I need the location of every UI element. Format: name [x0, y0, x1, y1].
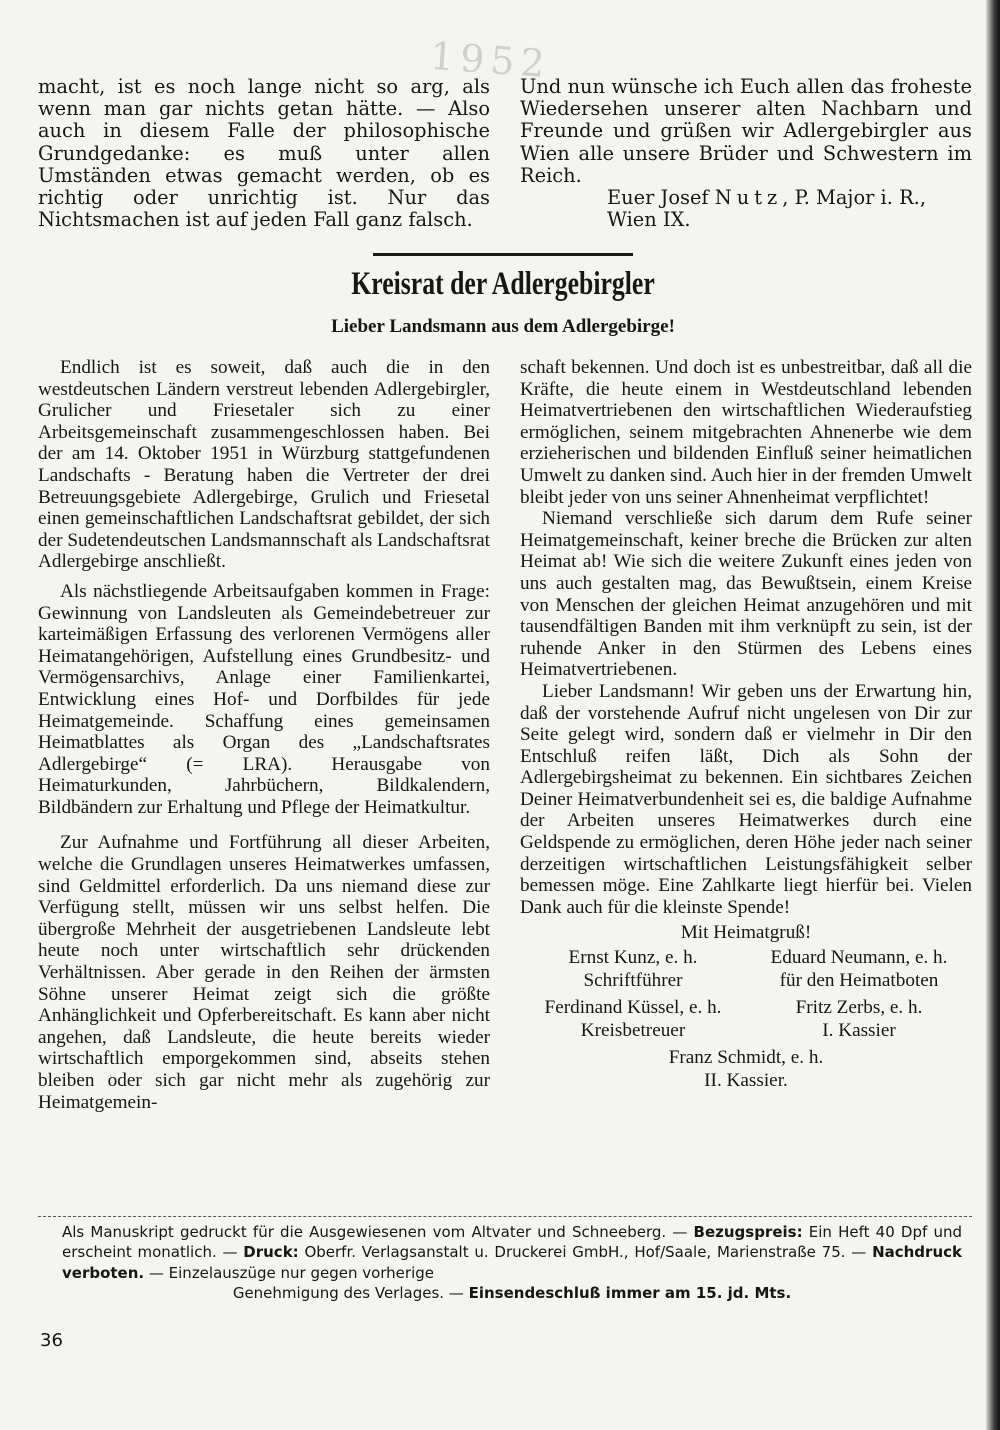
- imprint-footer: [62, 1222, 962, 1304]
- signatory-name: Fritz Zerbs, e. h.: [795, 997, 923, 1019]
- imprint-last-line: [62, 1283, 962, 1303]
- paragraph: Als nächstliegende Arbeitsaufgaben kommen in Frage: Gewinnung von Landsleuten als Gemeindebetreuer zur karteimäßigen Erfassung des verlorenen Vermögens aller Heimatangehörigen, Aufstellung eines Grundbesitz- und Vermögensarchivs, Anlage einer Familienkartei, Entwicklung eines Hof- und Dorfbildes für jede Heimatgemeinde. Schaffung eines gemeinsamen Heimatblattes als Organ des „Landschaftsrates Adlergebirge“ (= LRA). Herausgabe von Heimaturkunden, Jahrbüchern, Bildkalendern, Bildbändern zur Erhaltung und Pflege der Heimatkultur.: [38, 580, 490, 818]
- imprint-segment: Oberfr. Verlagsanstalt u. Druckerei GmbH., Hof/Saale, Marienstraße 75. —: [298, 1243, 873, 1262]
- signature-place: Wien IX.: [607, 208, 691, 232]
- continued-text-left: [38, 76, 490, 231]
- paragraph: Und nun wünsche ich Euch allen das froheste Wiedersehen unserer alten Nachbarn und Freunde und grüßen wir Adlergebirgler aus Wien alle unsere Brüder und Schwestern im Reich.: [520, 75, 972, 187]
- signatory-name: Franz Schmidt, e. h.: [668, 1047, 824, 1069]
- signatory-role: I. Kassier: [822, 1020, 896, 1042]
- paragraph: Lieber Landsmann! Wir geben uns der Erwartung hin, daß der vorstehende Aufruf nicht ungelesen von Dir zur Seite gelegt wird, sondern daß er vielmehr in Dir den Entschluß reifen läßt, Dich als Sohn der Adlergebirgsheimat zu bekennen. Ein sichtbares Zeichen Deiner Heimatverbundenheit sei es, die baldige Aufnahme der Arbeiten unseres Heimatwerkes durch eine Geldspende zu ermöglichen, deren Höhe jeder nach seiner derzeitigen wirtschaftlichen Leistungsfähigkeit selber bemessen möge. Eine Zahlkarte liegt hierfür bei. Vielen Dank auch für die kleinste Spende!: [520, 680, 972, 918]
- paragraph: schaft bekennen. Und doch ist es unbestreitbar, daß all die Kräfte, die heute einem in Westdeutschland lebenden Heimatvertriebenen den wirtschaftlichen Wiederaufstieg ermöglichen, seinem mitgebrachten Ahnenerbe wie dem erzieherischen und bildenden Einfluß seiner heimatlichen Umwelt zu danken sind. Auch hier in der fremden Umwelt bleibt jeder von uns seiner Ahnenheimat verpflichtet!: [520, 357, 972, 508]
- paragraph: macht, ist es noch lange nicht so arg, als wenn man gar nichts getan hätte. — Also auch in diesem Falle der philosophische Grundgedanke: es muß unter allen Umständen etwas gemacht werden, ob es richtig oder unrichtig ist. Nur das Nichtsmachen ist auf jeden Fall ganz falsch.: [38, 75, 490, 232]
- page-number: 36: [40, 1330, 63, 1351]
- continued-text-right: [520, 76, 972, 231]
- article-title: Kreisrat der Adlergebirgler: [351, 266, 655, 302]
- imprint-label: Druck:: [243, 1243, 299, 1262]
- signatory-role: II. Kassier.: [704, 1070, 788, 1092]
- imprint-label: Einsendeschluß immer am 15. jd. Mts.: [468, 1284, 792, 1303]
- imprint-segment: Genehmigung des Verlages. —: [232, 1284, 464, 1303]
- signatory: [746, 996, 972, 1046]
- signatory-role: Schriftführer: [583, 970, 683, 992]
- signature-suffix: , P. Major i. R.,: [782, 186, 927, 210]
- letter-signature: [520, 187, 972, 209]
- signatory-name: Eduard Neumann, e. h.: [770, 947, 948, 969]
- signature-prefix: Euer Josef: [607, 186, 715, 210]
- imprint-segment: Als Manuskript gedruckt für die Ausgewiesenen vom Altvater und Schneeberg. —: [62, 1223, 694, 1241]
- imprint-segment: — Einzelauszüge nur gegen vorherige: [144, 1263, 434, 1282]
- signature-name: Nutz: [714, 186, 783, 210]
- imprint-text: [62, 1222, 962, 1283]
- signatory: [520, 996, 746, 1046]
- signature-block: [520, 946, 972, 1046]
- article-subtitle: Lieber Landsmann aus dem Adlergebirge!: [331, 316, 675, 337]
- faded-year-stamp: 1952: [428, 33, 553, 87]
- signatory-name: Ferdinand Küssel, e. h.: [544, 997, 722, 1019]
- signatory: [746, 946, 972, 996]
- imprint-label: Nachdruck verboten.: [62, 1243, 962, 1282]
- signatory-role: für den Heimatboten: [779, 970, 939, 992]
- paragraph: Niemand verschließe sich darum dem Rufe seiner Heimatgemeinschaft, keiner breche die Brücken zur alten Heimat ab! Wie sich die weitere Zukunft eines jeden von uns auch gestalten mag, das Bewußtsein, einem Kreise von Menschen der gleichen Heimat anzugehören und mit tausendfältigen Banden mit ihm verknüpft zu sein, ist der ruhende Anker in den Stürmen des Lebens eines Heimatvertriebenen.: [520, 508, 972, 681]
- imprint-segment: Ein Heft 40 Dpf und erscheint monatlich. —: [62, 1223, 962, 1262]
- page-edge-shadow: [986, 0, 1000, 1430]
- article-column-left: [38, 357, 490, 1113]
- footer-divider: [38, 1216, 972, 1217]
- imprint-label: Bezugspreis:: [693, 1223, 803, 1241]
- signatory: [520, 946, 746, 996]
- closing-greeting: Mit Heimatgruß!: [680, 922, 812, 944]
- section-divider: [373, 253, 633, 256]
- paragraph: Endlich ist es soweit, daß auch die in den westdeutschen Ländern verstreut lebenden Adlergebirgler, Grulicher und Friesetaler sich zu einer Arbeitsgemeinschaft zusammengeschlossen haben. Bei der am 14. Oktober 1951 in Würzburg stattgefundenen Landschafts - Beratung haben die Vertreter der drei Betreuungsgebiete Adlergebirge, Grulich und Friesetal einen gemeinschaftlichen Landschaftsrat gebildet, der sich der Sudetendeutschen Landsmannschaft als Landschaftsrat Adlergebirge anschließt.: [38, 357, 490, 573]
- article-column-right: [520, 357, 972, 1092]
- signatory-role: Kreisbetreuer: [580, 1020, 686, 1042]
- signatory: [520, 1046, 972, 1092]
- paragraph: Zur Aufnahme und Fortführung all dieser Arbeiten, welche die Grundlagen unseres Heimatwerkes umfassen, sind Geldmittel erforderlich. Da uns niemand diese zur Verfügung stellt, müssen wir uns selbst helfen. Die übergroße Mehrheit der ausgetriebenen Landsleute lebt heute noch unter wirtschaftlich sehr drückenden Verhältnissen. Aber gerade in den Reihen der ärmsten Söhne unserer Heimat zeigt sich die größte Anhänglichkeit und Opferbereitschaft. Es kann aber nicht angehen, daß Landsleute, die heute bereits wieder wirtschaftlich emporgekommen sind, abseits stehen bleiben oder sich gar nicht mehr als zugehörig zur Heimatgemein-: [38, 832, 490, 1113]
- signatory-name: Ernst Kunz, e. h.: [568, 947, 698, 969]
